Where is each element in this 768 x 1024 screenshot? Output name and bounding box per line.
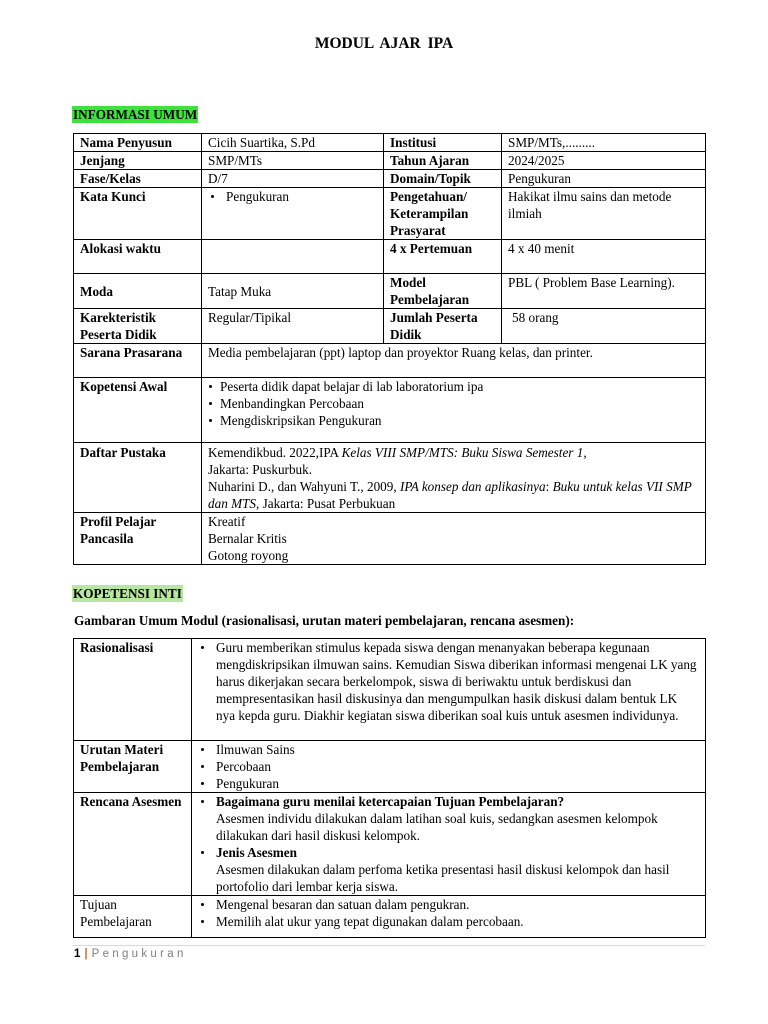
value-sarana: Media pembelajaran (ppt) laptop dan proyektor Ruang kelas, dan printer. (202, 344, 706, 378)
table-row (74, 741, 706, 793)
label-model-pembelajaran: Model Pembelajaran (384, 274, 502, 309)
footer-label: Pengukuran (91, 948, 187, 960)
value-daftar-pustaka: Kemendikbud. 2022,IPA Kelas VIII SMP/MTS: Buku Siswa Semester 1, Jakarta: Puskurbuk. Nuharini D., dan Wahyuni T., 2009, IPA konsep dan aplikasinya: Buku untuk kelas VII SMP dan MTS, Jakarta: Pusat Perbukuan (202, 443, 706, 513)
label-kata-kunci: Kata Kunci (74, 188, 202, 240)
value-moda: Tatap Muka (202, 274, 384, 309)
label-urutan-materi: Urutan Materi Pembelajaran (74, 741, 192, 793)
list-item: Ilmuwan Sains (198, 741, 699, 758)
section-heading-informasi-umum: INFORMASI UMUM (73, 107, 198, 122)
label-moda: Moda (74, 274, 202, 309)
table-row (74, 793, 706, 896)
label-daftar-pustaka: Daftar Pustaka (74, 443, 202, 513)
value-nama-penyusun: Cicih Suartika, S.Pd (202, 134, 384, 152)
value-jenjang: SMP/MTs (202, 152, 384, 170)
label-jumlah-peserta: Jumlah Peserta Didik (384, 309, 502, 344)
list-item: Guru memberikan stimulus kepada siswa dengan menanyakan beberapa kegunaan mengdiskripsikan ilmuwan sains. Kemudian Siswa diberikan informasi mengenai LK yang harus dikerjakan secara berkelompok, siswa di beriwaktu untuk berdiskusi dan mempresentasikan hasil diskusinya dan mengumpulkan hasik diskusi dalam bentuk LK nya kepda guru. Diakhir kegiatan siswa diberikan soal kuis untuk asesmen individunya. (198, 639, 699, 724)
page-title: MODUL AJAR IPA (314, 35, 454, 52)
kompetensi-inti-table (73, 638, 706, 938)
value-pertemuan: 4 x Pertemuan (384, 240, 502, 274)
table-row (74, 378, 706, 443)
value-model-pembelajaran: PBL ( Problem Base Learning). (502, 274, 706, 309)
table-row (74, 274, 706, 309)
value-domain-topik: Pengukuran (502, 170, 706, 188)
value-alokasi-empty (202, 240, 384, 274)
label-rencana-asesmen: Rencana Asesmen (74, 793, 192, 896)
value-fase-kelas: D/7 (202, 170, 384, 188)
value-rasionalisasi (192, 639, 706, 741)
label-kompetensi-awal: Kopetensi Awal (74, 378, 202, 443)
label-jenjang: Jenjang (74, 152, 202, 170)
label-karakteristik: Karekteristik Peserta Didik (74, 309, 202, 344)
section-heading-kompetensi-inti: KOPETENSI INTI (73, 586, 182, 601)
value-kompetensi-awal (202, 378, 706, 443)
value-kata-kunci (202, 188, 384, 240)
table-row (74, 309, 706, 344)
table-row (74, 896, 706, 938)
list-item: Bagaimana guru menilai ketercapaian Tujuan Pembelajaran? (198, 793, 699, 810)
table-row (74, 170, 706, 188)
asesmen-answer-2: Asesmen dilakukan dalam perfoma ketika presentasi hasil diskusi kelompok dan hasil portofolio dari lembar kerja siswa. (216, 862, 670, 894)
label-rasionalisasi: Rasionalisasi (74, 639, 192, 741)
value-institusi: SMP/MTs,......... (502, 134, 706, 152)
list-item: Jenis Asesmen (198, 844, 699, 861)
value-urutan-materi (192, 741, 706, 793)
list-item: Gotong royong (208, 548, 289, 563)
label-tahun-ajaran: Tahun Ajaran (384, 152, 502, 170)
table-row (74, 188, 706, 240)
list-item: Memilih alat ukur yang tepat digunakan dalam percobaan. (198, 913, 699, 930)
page-number: 1 (74, 948, 81, 960)
table-row (74, 443, 706, 513)
list-item: Pengukuran (198, 775, 699, 792)
list-item: Peserta didik dapat belajar di lab laboratorium ipa (208, 378, 699, 395)
list-item: Kreatif (208, 514, 246, 529)
label-profil-pelajar: Profil Pelajar Pancasila (74, 513, 202, 565)
label-nama-penyusun: Nama Penyusun (74, 134, 202, 152)
list-item: Percobaan (198, 758, 699, 775)
list-item: Mengdiskripsikan Pengukuran (208, 412, 699, 429)
informasi-umum-table (73, 133, 706, 565)
label-institusi: Institusi (384, 134, 502, 152)
label-tujuan-pembelajaran: Tujuan Pembelajaran (74, 896, 192, 938)
table-row (74, 639, 706, 741)
list-item: Mengenal besaran dan satuan dalam pengukran. (198, 896, 699, 913)
label-fase-kelas: Fase/Kelas (74, 170, 202, 188)
value-profil-pelajar (202, 513, 706, 565)
table-row (74, 134, 706, 152)
asesmen-answer-1: Asesmen individu dilakukan dalam latihan soal kuis, sedangkan asesmen kelompok dilakukan dari hasil diskusi kelompok. (216, 811, 658, 843)
value-jumlah-peserta: 58 orang (502, 309, 706, 344)
label-prasyarat: Pengetahuan/ Keterampilan Prasyarat (384, 188, 502, 240)
value-rencana-asesmen (192, 793, 706, 896)
table-row (74, 240, 706, 274)
value-prasyarat: Hakikat ilmu sains dan metode ilmiah (502, 188, 706, 240)
value-tujuan-pembelajaran (192, 896, 706, 938)
table-row (74, 344, 706, 378)
table-row (74, 513, 706, 565)
label-domain-topik: Domain/Topik (384, 170, 502, 188)
label-alokasi-waktu: Alokasi waktu (74, 240, 202, 274)
list-item: Bernalar Kritis (208, 531, 287, 546)
gambaran-umum-heading: Gambaran Umum Modul (rasionalisasi, urutan materi pembelajaran, rencana asesmen): (74, 613, 575, 628)
label-sarana: Sarana Prasarana (74, 344, 202, 378)
list-item: Menbandingkan Percobaan (208, 395, 699, 412)
list-item: Pengukuran (208, 188, 377, 205)
table-row (74, 152, 706, 170)
value-tahun-ajaran: 2024/2025 (502, 152, 706, 170)
page-footer (74, 948, 187, 960)
value-karakteristik: Regular/Tipikal (202, 309, 384, 344)
footer-divider (72, 945, 705, 946)
value-menit: 4 x 40 menit (502, 240, 706, 274)
footer-separator: | (84, 948, 88, 960)
